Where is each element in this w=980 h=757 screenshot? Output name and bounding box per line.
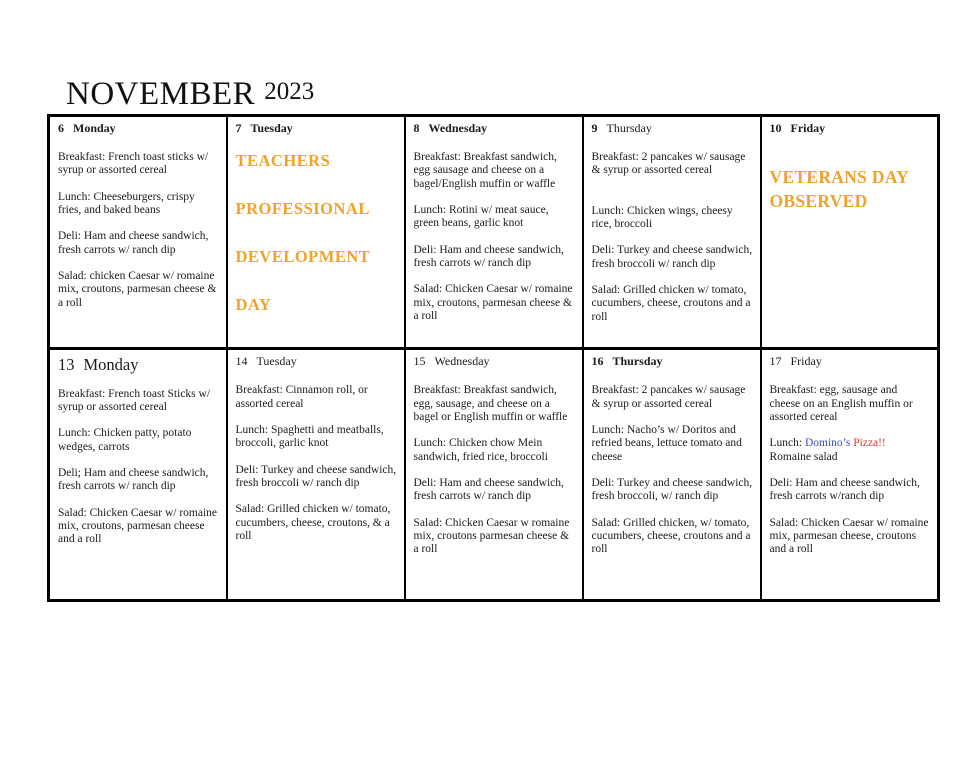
- day-cell-nov-6: [49, 116, 227, 349]
- breakfast-text: Breakfast: Breakfast sandwich, egg sausage and cheese on a bagel/English muffin or waffle: [413, 150, 557, 190]
- announcement-line: DEVELOPMENT: [235, 247, 371, 267]
- day-number: 16: [591, 354, 604, 369]
- breakfast-text: Breakfast: Breakfast sandwich, egg, sausage, and cheese on a bagel or English muffin or waffle: [413, 384, 568, 423]
- deli-text: Deli: Turkey and cheese sandwich, fresh broccoli w/ ranch dip: [235, 463, 397, 489]
- salad-text: Salad: Chicken Caesar w romaine mix, croutons parmesan cheese & a roll: [413, 516, 570, 556]
- breakfast-text: Breakfast: French toast sticks w/ syrup or assorted cereal: [58, 150, 209, 177]
- day-weekday: Tuesday: [256, 354, 297, 369]
- day-cell-nov-8: [405, 116, 583, 349]
- salad-text: Salad: Chicken Caesar w/ romaine mix, parmesan cheese, croutons and a roll: [769, 516, 929, 556]
- salad-text: Salad: Grilled chicken w/ tomato, cucumbers, cheese, croutons and a roll: [591, 283, 751, 323]
- day-header: [236, 122, 397, 136]
- pizza-highlight-text: Pizza!!: [853, 437, 886, 450]
- lunch-text: Lunch: Chicken patty, potato wedges, carrots: [58, 427, 192, 453]
- day-header: [770, 122, 931, 136]
- breakfast-text: Breakfast: 2 pancakes w/ sausage & syrup or assorted cereal: [591, 384, 746, 410]
- day-number: 15: [413, 354, 426, 369]
- lunch-text: Lunch: Nacho’s w/ Doritos and refried beans, lettuce tomato and cheese: [591, 423, 742, 463]
- lunch-text: Lunch: Chicken wings, cheesy rice, broccoli: [591, 204, 733, 230]
- dominos-brand-text: Domino’s: [804, 437, 854, 450]
- salad-text: Salad: Chicken Caesar w/ romaine mix, croutons, parmesan cheese & a roll: [413, 283, 573, 322]
- breakfast-text: Breakfast: 2 pancakes w/ sausage & syrup or assorted cereal: [591, 150, 746, 177]
- day-weekday: Wednesday: [434, 354, 490, 369]
- day-header: [414, 355, 575, 369]
- day-header: [58, 122, 219, 136]
- day-weekday: Monday: [83, 355, 139, 375]
- announcement-line: TEACHERS: [235, 150, 331, 170]
- deli-text: Deli: Turkey and cheese sandwich, fresh broccoli, w/ ranch dip: [591, 476, 753, 503]
- deli-text: Deli: Ham and cheese sandwich, fresh carrots w/ ranch dip: [413, 476, 564, 503]
- day-header: [770, 355, 931, 369]
- page-title: [66, 76, 314, 113]
- deli-text: Deli: Ham and cheese sandwich, fresh carrots w/ ranch dip: [413, 243, 564, 269]
- day-cell-nov-7: [227, 116, 405, 349]
- lunch-text: Lunch: Rotini w/ meat sauce, green beans, garlic knot: [413, 203, 549, 230]
- salad-text: Salad: chicken Caesar w/ romaine mix, croutons, parmesan cheese & a roll: [58, 269, 217, 309]
- day-header: [236, 355, 397, 369]
- deli-text: Deli; Ham and cheese sandwich, fresh carrots w/ ranch dip: [58, 466, 209, 493]
- salad-text: Salad: Grilled chicken, w/ tomato, cucumbers, cheese, croutons and a roll: [591, 516, 751, 556]
- lunch-text: Lunch: Cheeseburgers, crispy fries, and baked beans: [58, 190, 195, 216]
- calendar-week-1: [49, 116, 939, 349]
- day-cell-nov-13: [49, 349, 227, 601]
- day-number: 10: [769, 121, 782, 135]
- day-weekday: Wednesday: [428, 121, 488, 135]
- announcement-line: DAY: [235, 295, 272, 315]
- day-header: [592, 355, 753, 369]
- day-number: 17: [769, 354, 782, 369]
- title-month: NOVEMBER: [66, 76, 256, 112]
- day-weekday: Friday: [790, 354, 822, 369]
- day-weekday: Thursday: [612, 354, 663, 369]
- day-number: 6: [58, 121, 64, 135]
- day-weekday: Thursday: [606, 121, 652, 135]
- deli-text: Deli: Ham and cheese sandwich, fresh carrots w/ ranch dip: [58, 230, 209, 256]
- lunch-text: Lunch: Chicken chow Mein sandwich, fried rice, broccoli: [413, 437, 548, 463]
- day-number: 13: [58, 355, 75, 375]
- day-weekday: Friday: [790, 121, 826, 135]
- day-cell-nov-9: [583, 116, 761, 349]
- day-cell-nov-17: [761, 349, 939, 601]
- lunch-text: [770, 437, 931, 464]
- menu-calendar-table: [47, 114, 940, 602]
- calendar-week-2: [49, 349, 939, 601]
- day-number: 8: [413, 121, 420, 135]
- day-cell-nov-10: [761, 116, 939, 349]
- day-number: 9: [591, 121, 598, 135]
- breakfast-text: Breakfast: French toast Sticks w/ syrup or assorted cereal: [58, 387, 211, 413]
- deli-text: Deli: Turkey and cheese sandwich, fresh broccoli w/ ranch dip: [591, 244, 753, 270]
- breakfast-text: Breakfast: Cinnamon roll, or assorted cereal: [235, 384, 368, 410]
- day-cell-nov-15: [405, 349, 583, 601]
- day-header: [592, 122, 753, 136]
- lunch-prefix: Lunch:: [769, 437, 805, 450]
- day-cell-nov-16: [583, 349, 761, 601]
- announcement-line: PROFESSIONAL: [235, 199, 370, 219]
- day-weekday: Tuesday: [250, 121, 293, 135]
- salad-text: Salad: Grilled chicken w/ tomato, cucumbers, cheese, croutons, & a roll: [235, 503, 391, 542]
- salad-text: Salad: Chicken Caesar w/ romaine mix, croutons, parmesan cheese and a roll: [58, 506, 218, 546]
- deli-text: Deli: Ham and cheese sandwich, fresh carrots w/ranch dip: [769, 476, 920, 503]
- breakfast-text: Breakfast: egg, sausage and cheese on an English muffin or assorted cereal: [769, 384, 913, 423]
- day-weekday: Monday: [73, 121, 116, 135]
- day-number: 14: [235, 354, 248, 369]
- day-cell-nov-14: [227, 349, 405, 601]
- lunch-rest: Romaine salad: [769, 450, 838, 463]
- holiday-announcement: VETERANS DAY OBSERVED: [769, 166, 909, 212]
- day-header: [414, 122, 575, 136]
- title-year: 2023: [264, 78, 315, 105]
- lunch-text: Lunch: Spaghetti and meatballs, broccoli, garlic knot: [235, 423, 384, 450]
- day-number: 7: [235, 121, 242, 135]
- day-header: [58, 355, 219, 374]
